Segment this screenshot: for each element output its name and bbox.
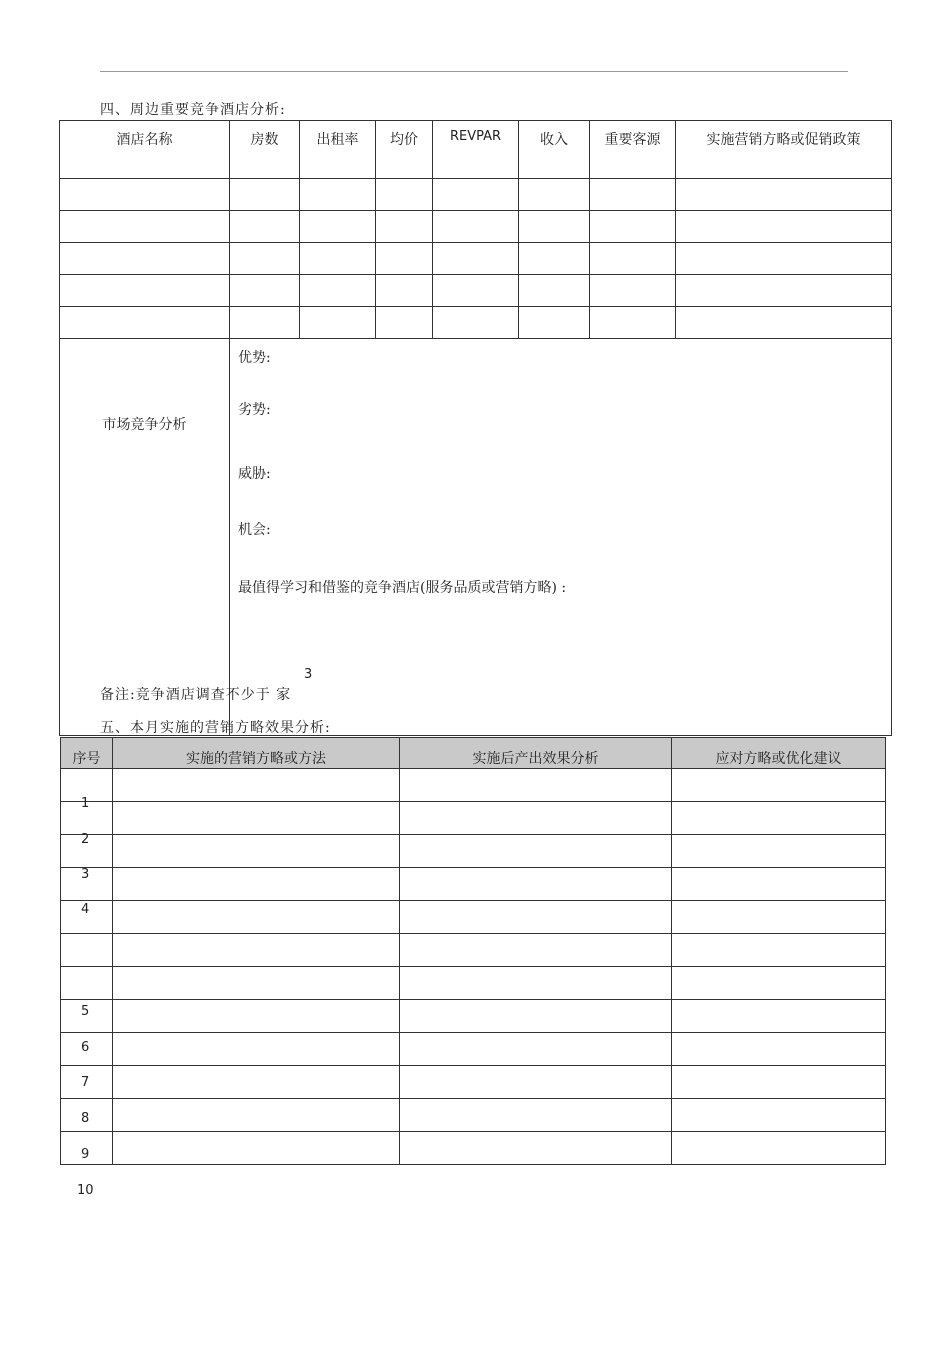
table-cell[interactable]: [113, 934, 400, 967]
table-cell[interactable]: [519, 275, 590, 307]
table-cell[interactable]: [400, 835, 672, 868]
header-strategy: 实施营销方略或促销政策: [676, 121, 892, 179]
section4-title: 四、周边重要竞争酒店分析:: [100, 102, 286, 118]
table-row: [60, 211, 892, 243]
table-cell[interactable]: [113, 1132, 400, 1165]
market-analysis-row: [60, 339, 892, 736]
table-cell[interactable]: [60, 179, 230, 211]
header-hotel-name: 酒店名称: [60, 121, 230, 179]
table-cell[interactable]: [230, 179, 300, 211]
table-row: [61, 769, 886, 802]
table-cell[interactable]: [433, 179, 519, 211]
table-cell[interactable]: [113, 1066, 400, 1099]
table-cell[interactable]: [400, 1033, 672, 1066]
table-cell[interactable]: [113, 1000, 400, 1033]
header-method: 实施的营销方略或方法: [113, 738, 400, 769]
weaknesses-label: 劣势:: [238, 402, 271, 418]
table-cell[interactable]: [433, 243, 519, 275]
table-cell[interactable]: [113, 769, 400, 802]
section5-title: 五、本月实施的营销方略效果分析:: [100, 720, 331, 736]
row-number-5: 5: [81, 1004, 90, 1019]
table-cell[interactable]: [672, 1099, 886, 1132]
table-row: [61, 901, 886, 934]
table-cell[interactable]: [300, 307, 376, 339]
row-number-2: 2: [81, 832, 90, 847]
table-row: [61, 1066, 886, 1099]
table-cell[interactable]: [672, 769, 886, 802]
table-cell[interactable]: [672, 835, 886, 868]
strengths-label: 优势:: [238, 350, 271, 366]
table-cell[interactable]: [376, 307, 433, 339]
table-cell[interactable]: [672, 1033, 886, 1066]
table-cell[interactable]: [400, 1132, 672, 1165]
table-cell[interactable]: [376, 275, 433, 307]
table-cell[interactable]: [672, 1132, 886, 1165]
competitor-header-row: [60, 121, 892, 179]
table-cell[interactable]: [400, 802, 672, 835]
row-number-3: 3: [81, 867, 90, 882]
table-cell[interactable]: [376, 243, 433, 275]
table-cell[interactable]: [300, 211, 376, 243]
table-cell[interactable]: [113, 868, 400, 901]
table-cell[interactable]: [433, 307, 519, 339]
table-cell[interactable]: [400, 1099, 672, 1132]
table-cell[interactable]: [519, 211, 590, 243]
table-cell[interactable]: [672, 967, 886, 1000]
table-cell[interactable]: [113, 1099, 400, 1132]
table-cell[interactable]: [590, 275, 676, 307]
table-row: [60, 179, 892, 211]
table-cell[interactable]: [676, 275, 892, 307]
header-index: 序号: [61, 738, 113, 769]
table-cell[interactable]: [590, 179, 676, 211]
table-cell[interactable]: [230, 211, 300, 243]
table-cell[interactable]: [672, 934, 886, 967]
strategy-effect-table: [60, 737, 886, 1165]
header-key-source: 重要客源: [590, 121, 676, 179]
table-row: [61, 1033, 886, 1066]
top-rule: [100, 71, 848, 72]
header-revenue: 收入: [519, 121, 590, 179]
table-row: [61, 967, 886, 1000]
row-number-10: 10: [77, 1183, 94, 1198]
table-row: [61, 1099, 886, 1132]
row-number-4: 4: [81, 902, 90, 917]
table-cell[interactable]: [400, 1066, 672, 1099]
note-text: 备注:竞争酒店调查不少于 家: [100, 687, 292, 703]
table-cell[interactable]: [676, 243, 892, 275]
table-cell[interactable]: [672, 868, 886, 901]
table-row: [61, 868, 886, 901]
benchmark-hotel-label: 最值得学习和借鉴的竞争酒店(服务品质或营销方略) :: [238, 580, 567, 596]
table-cell[interactable]: [590, 307, 676, 339]
threats-label: 威胁:: [238, 466, 271, 482]
table-cell[interactable]: [61, 934, 113, 967]
row-number-9: 9: [81, 1147, 90, 1162]
table-cell[interactable]: [400, 769, 672, 802]
table-cell[interactable]: [676, 211, 892, 243]
table-cell[interactable]: [519, 179, 590, 211]
row-number-8: 8: [81, 1111, 90, 1126]
table-cell[interactable]: [61, 967, 113, 1000]
header-avg-price: 均价: [376, 121, 433, 179]
table-row: [61, 1132, 886, 1165]
table-cell[interactable]: [230, 275, 300, 307]
market-analysis-body[interactable]: [230, 339, 892, 736]
table-cell[interactable]: [590, 243, 676, 275]
table-cell[interactable]: [376, 211, 433, 243]
table-cell[interactable]: [300, 179, 376, 211]
competitor-table: [59, 120, 892, 736]
table-cell[interactable]: [400, 967, 672, 1000]
table-row: [61, 1000, 886, 1033]
row-number-1: 1: [81, 796, 90, 811]
table-cell[interactable]: [676, 307, 892, 339]
market-analysis-label: 市场竞争分析: [60, 339, 230, 736]
note-number: 3: [304, 667, 313, 682]
table-cell[interactable]: [519, 307, 590, 339]
opportunities-label: 机会:: [238, 522, 271, 538]
table-row: [61, 934, 886, 967]
table-row: [60, 275, 892, 307]
table-cell[interactable]: [676, 179, 892, 211]
table-cell[interactable]: [60, 307, 230, 339]
table-cell[interactable]: [230, 243, 300, 275]
table-cell[interactable]: [60, 243, 230, 275]
header-occupancy: 出租率: [300, 121, 376, 179]
table-cell[interactable]: [433, 275, 519, 307]
header-revpar: REVPAR: [433, 121, 519, 179]
table-cell[interactable]: [113, 1033, 400, 1066]
table-row: [60, 307, 892, 339]
table-cell[interactable]: [400, 868, 672, 901]
table-cell[interactable]: [300, 243, 376, 275]
header-effect: 实施后产出效果分析: [400, 738, 672, 769]
table-cell[interactable]: [672, 1000, 886, 1033]
table-cell[interactable]: [60, 275, 230, 307]
table-cell[interactable]: [376, 179, 433, 211]
row-number-6: 6: [81, 1040, 90, 1055]
table-cell[interactable]: [400, 901, 672, 934]
table-cell[interactable]: [113, 901, 400, 934]
table-cell[interactable]: [300, 275, 376, 307]
table-cell[interactable]: [60, 211, 230, 243]
table-cell[interactable]: [590, 211, 676, 243]
table-cell[interactable]: [113, 802, 400, 835]
header-rooms: 房数: [230, 121, 300, 179]
table-cell[interactable]: [433, 211, 519, 243]
table-cell[interactable]: [672, 802, 886, 835]
table-cell[interactable]: [113, 835, 400, 868]
table-cell[interactable]: [672, 901, 886, 934]
table-row: [61, 835, 886, 868]
table-cell[interactable]: [400, 1000, 672, 1033]
table-row: [60, 243, 892, 275]
table-cell[interactable]: [400, 934, 672, 967]
table-cell[interactable]: [519, 243, 590, 275]
table-row: [61, 802, 886, 835]
table-cell[interactable]: [230, 307, 300, 339]
table-cell[interactable]: [672, 1066, 886, 1099]
row-number-7: 7: [81, 1075, 90, 1090]
header-suggestion: 应对方略或优化建议: [672, 738, 886, 769]
strategy-header-row: [61, 738, 886, 769]
table-cell[interactable]: [113, 967, 400, 1000]
